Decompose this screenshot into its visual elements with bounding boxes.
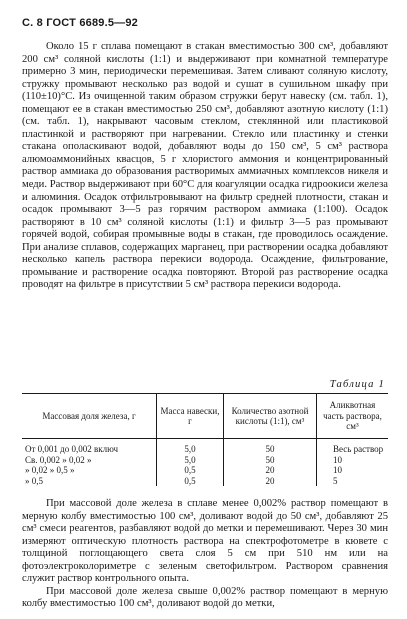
iron-fraction-table [22, 393, 388, 486]
table-cell: 0,5 [157, 465, 224, 476]
body-paragraph-2 [22, 498, 388, 611]
table-cell: 5 [317, 476, 389, 487]
column-header-sample-mass: Масса навески, г [157, 394, 224, 439]
table-cell: 20 [224, 465, 317, 476]
table-header-row [22, 394, 388, 439]
page-header: С. 8 ГОСТ 6689.5—92 [22, 17, 139, 29]
table-cell: 5,0 [157, 439, 224, 455]
table-row [22, 455, 388, 466]
body-paragraph-1 [22, 41, 388, 292]
table-cell: 10 [317, 465, 389, 476]
table-cell: От 0,001 до 0,002 включ [25, 444, 119, 454]
table-cell: Св. 0,002 » 0,02 » [25, 454, 92, 465]
table-row [22, 465, 388, 476]
column-header-nitric-acid: Количество азотной кислоты (1:1), см³ [224, 394, 317, 439]
table-cell: » 0,02 » 0,5 » [25, 465, 75, 475]
table-cell: 50 [224, 439, 317, 455]
table-cell: Весь раствор [317, 439, 389, 455]
table-row [22, 476, 388, 487]
table-cell: 5,0 [157, 455, 224, 466]
table-cell: 0,5 [157, 476, 224, 487]
table-caption: Таблица 1 [329, 379, 385, 390]
paragraph-text: Около 15 г сплава помещают в стакан вместимостью 300 см³, добавляют 200 см³ соляной кислоты (1:1) и выдерживают при комнатной температуре примерно 3 мин, периодически перемешивая. Затем сливают соляную кислоту, стружку промывают несколько раз водой и сушат в сушильном шкафу при (110±10)°С. Из очищенной таким образом стружки берут навеску (см. табл. 1), помещают ее в стакан вместимостью 250 см³, добавляют азотную кислоту (1:1) (см. табл. 1), накрывают часовым стеклом, стеклянной или пластиковой пластинкой и растворяют при нагревании. Стекло или пластинку и стенки стакана ополаскивают водой, добавляют воды до 150 см³, 5 см³ раствора алюмоаммонийных квасцов, 5 г хлористого аммония и концентрированный раствор аммиака до образования растворимых аммиачных комплексов никеля и меди. Раствор выдерживают при 60°С для коагуляции осадка гидроокиси железа и алюминия. Осадок отфильтровывают на фильтр средней плотности, стакан и осадок промывают 3—5 раз горячим раствором аммиака (1:100). Осадок растворяют в 10 см³ соляной кислоты (1:1) и фильтр 3—5 раз промывают горячей водой, собирая промывные воды в стакан, где проводилось осаждение. При анализе сплавов, содержащих марганец, при растворении осадка добавляют несколько капель раствора перекиси водорода. Осаждение, фильтрование, промывание и растворение осадка повторяют. Второй раз растворение осадка проводят на фильтре в присутствии 5 см³ раствора перекиси водорода. [22, 41, 388, 291]
table-cell: » 0,5 [25, 475, 43, 486]
table-row [22, 439, 388, 455]
table-cell: 50 [224, 455, 317, 466]
column-header-iron-fraction: Массовая доля железа, г [22, 394, 157, 439]
paragraph-text: При массовой доле железа свыше 0,002% раствор помещают в мерную колбу вместимостью 100 см³, доливают водой до метки, [22, 585, 388, 610]
column-header-aliquot: Аликвотная часть раствора, см³ [317, 394, 389, 439]
table-cell: 20 [224, 476, 317, 487]
paragraph-text: При массовой доле железа в сплаве менее 0,002% раствор помещают в мерную колбу вместимостью 100 см³, доливают водой до 50 см³, добавляют 25 см³ смеси реагентов, разбавляют водой до метки и перемешивают. Через 30 мин измеряют оптическую плотность раствора на спектрофотометре в кювете с толщиной поглощающего света слоя 5 см при 510 нм или на фотоэлектроколориметре с зеленым светофильтром. Раствором сравнения служит раствор контрольного опыта. [22, 498, 388, 585]
table-cell: 10 [317, 455, 389, 466]
